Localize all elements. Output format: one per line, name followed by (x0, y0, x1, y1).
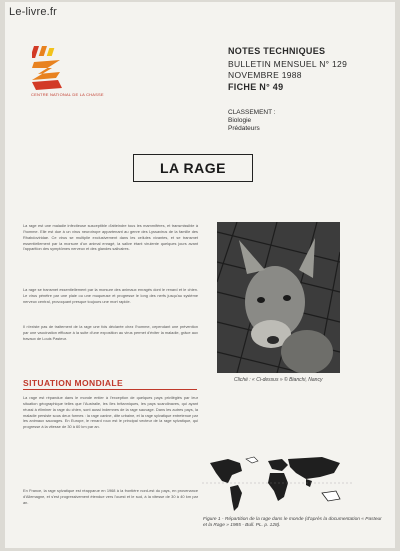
section-paragraph: La rage est répandue dans le monde entier à l'exception de quelques pays privilégiés par leur situation géographique telles que l'Australie, les îles britanniques, les pays scandinaves, qui ayant réussi à éliminer la rage du chien, sont aussi indemnes de la rage sauvage. Dans les autres pays, la maladie persiste sous deux formes : la rage canine, dite urbaine, et la rage sylvatique entretenue par les animaux sauvages. En Europe, le renard roux est le principal vecteur de la rage sylvatique, qui progresse à la vitesse de 30 à 60 km par an. (23, 395, 198, 430)
section-paragraph: En France, la rage sylvatique est réapparue en 1968 à la frontière nord-est du pays, en provenance d'Allemagne, et s'est progressivement étendue vers l'ouest et le sud, à la vitesse de 30 à 40 km par an. (23, 488, 198, 505)
series-title: NOTES TECHNIQUES (228, 46, 326, 56)
article-title: LA RAGE (133, 154, 253, 182)
bulletin-date: NOVEMBRE 1988 (228, 70, 302, 80)
watermark: Le-livre.fr (9, 6, 58, 18)
figure-caption: Figure 1 - Répartition de la rage dans le monde (d'après la documentation « Pasteur et la Rage » 1985 - Bull. PL. p. 128). (203, 517, 382, 529)
world-rabies-map (202, 453, 364, 548)
document-page (5, 2, 395, 548)
bulletin-number: BULLETIN MENSUEL N° 129 (228, 59, 348, 69)
section-divider (23, 389, 197, 390)
classement-item: Prédateurs (228, 125, 260, 132)
classement-item: Biologie (228, 117, 252, 124)
section-title: SITUATION MONDIALE (23, 378, 124, 388)
intro-paragraph: La rage est une maladie infectieuse susceptible d'atteindre tous les mammifères, et transmissible à l'homme. Elle est due à un virus neurotrope appartenant au genre des Lyssavirus de la famille des Rhabdoviridae. Ce virus se multiplie exclusivement dans les cellules vivantes, et se transmet essentiellement par la morsure d'un animal enragé, la salive étant virulente quelques jours avant l'apparition des symptômes nerveux et des glandes salivaires. (23, 223, 198, 252)
intro-paragraph: Il n'existe pas de traitement de la rage une fois déclarée chez l'homme, cependant une prévention par une vaccination efficace à la suite d'une exposition au virus permet d'éviter la maladie, grâce aux travaux de Louis Pasteur. (23, 324, 198, 341)
photo-caption: Cliché : « Ci-dessus » © Bianchi, Nancy (234, 377, 323, 383)
rabid-fox-photo (217, 222, 340, 373)
cnc-logo-icon (32, 46, 62, 92)
fiche-number: FICHE N° 49 (228, 82, 284, 92)
intro-paragraph: La rage se transmet essentiellement par la morsure des animaux enragés dont le renard et le chien. Le virus pénètre par une plaie ou une muqueuse et progresse le long des nerfs jusqu'au système nerveux central, provoquant presque toujours une mort rapide. (23, 287, 198, 304)
classement-label: CLASSEMENT : (228, 109, 276, 116)
logo-caption: CENTRE NATIONAL DE LA CHASSE (31, 92, 104, 97)
